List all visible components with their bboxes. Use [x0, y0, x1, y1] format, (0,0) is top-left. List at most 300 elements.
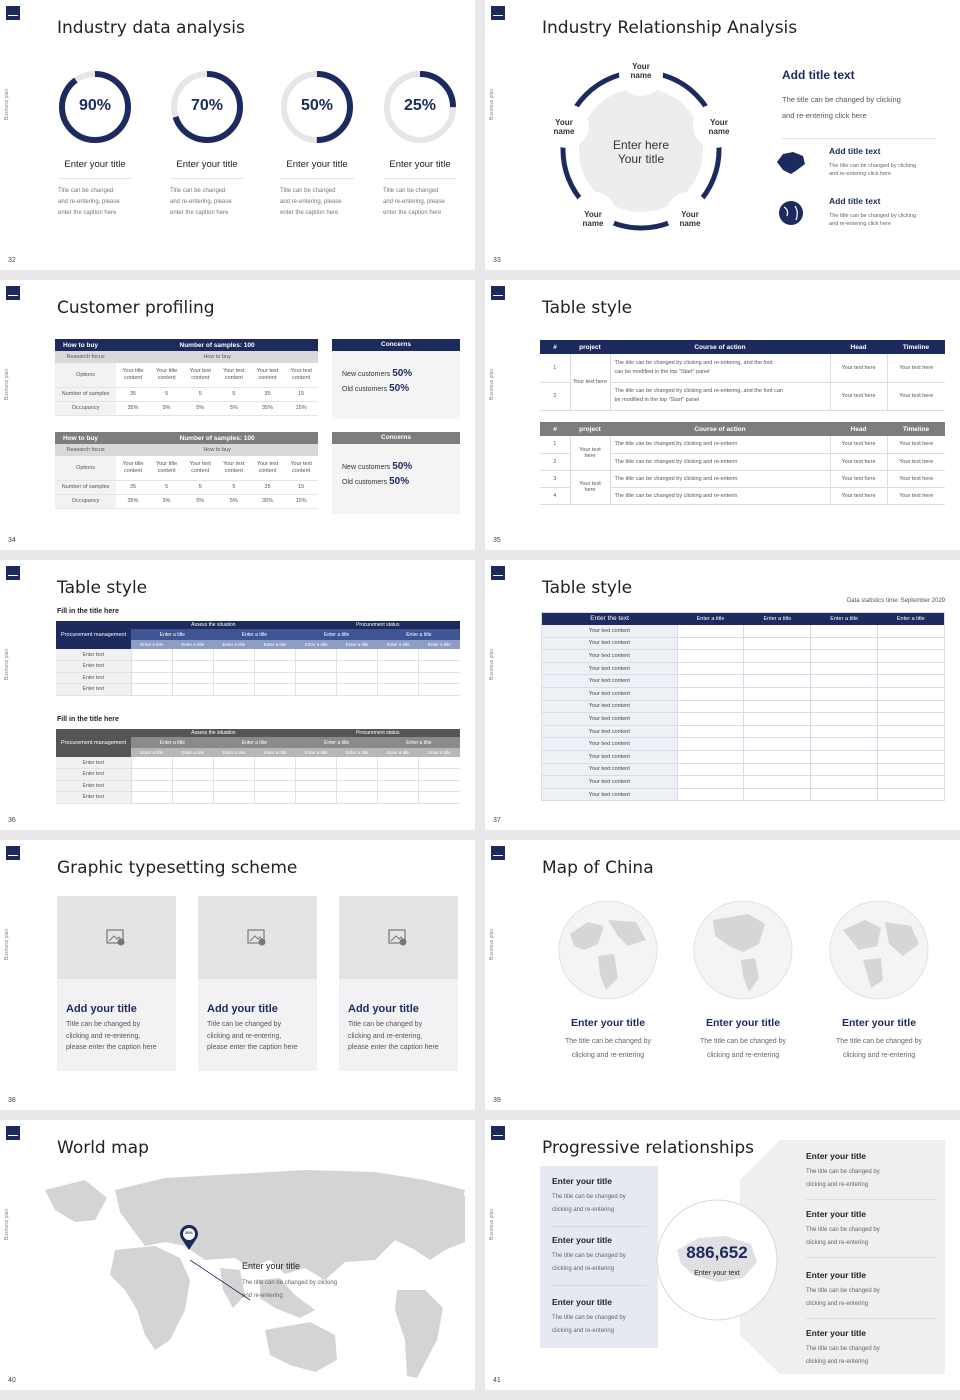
row-label: Enter text — [56, 684, 131, 696]
slide-title: Table style — [542, 298, 633, 318]
column-header: Enter a title — [345, 642, 369, 647]
table-cell: 35 — [264, 483, 271, 490]
table-cell[interactable] — [878, 675, 945, 688]
table-cell: 15% — [295, 404, 307, 411]
table-cell[interactable] — [744, 687, 811, 700]
table-cell[interactable] — [811, 687, 878, 700]
side-heading: Add title text — [782, 68, 855, 82]
table-cell[interactable] — [744, 662, 811, 675]
table-cell: 35 — [129, 483, 137, 490]
table-cell[interactable] — [172, 672, 213, 684]
concern-label: New customers — [342, 371, 391, 378]
table-cell[interactable] — [172, 661, 213, 673]
table-cell: 35% — [127, 404, 139, 411]
left-item-text: The title can be changed by — [552, 1194, 626, 1200]
concern-line — [342, 476, 409, 487]
ring-value: 50% — [300, 97, 334, 114]
column-header: Enter a title — [181, 642, 205, 647]
table-cell[interactable] — [213, 780, 254, 792]
table-row — [542, 637, 945, 650]
table-cell[interactable] — [811, 713, 878, 726]
concerns-header: Concerns — [332, 339, 460, 351]
card-caption: enter the caption here — [280, 210, 339, 216]
left-item-text: The title can be changed by — [552, 1315, 626, 1321]
slide-title: Table style — [542, 578, 633, 598]
table-cell[interactable] — [337, 757, 378, 769]
table-cell[interactable] — [419, 661, 460, 673]
divider — [782, 138, 937, 139]
page-number: 38 — [8, 1097, 16, 1104]
table-row — [542, 662, 945, 675]
card-caption: Title can be changed — [58, 188, 114, 194]
left-item-title: Enter your title — [552, 1235, 612, 1245]
header-cell: Timeline — [902, 343, 930, 351]
table-cell[interactable] — [677, 788, 744, 801]
table-cell[interactable] — [172, 757, 213, 769]
table-cell[interactable] — [878, 687, 945, 700]
card-text: Title can be changed by — [66, 1021, 141, 1028]
table-cell: 5% — [196, 497, 205, 504]
table-cell[interactable] — [744, 738, 811, 751]
table-row — [542, 713, 945, 726]
slide-36[interactable] — [0, 560, 475, 830]
side-label: Business plan — [489, 88, 495, 120]
table-cell[interactable] — [337, 792, 378, 804]
table-cell[interactable] — [213, 792, 254, 804]
table-row — [55, 456, 318, 480]
table-row — [542, 687, 945, 700]
table-cell: Your text content — [290, 367, 312, 381]
header-cell: Enter a title — [696, 615, 725, 622]
table-cell[interactable] — [131, 757, 172, 769]
cycle-center-line: Enter here — [612, 138, 670, 152]
right-item-title: Enter your title — [806, 1270, 866, 1280]
image-placeholder[interactable] — [198, 896, 317, 979]
table-cell[interactable] — [213, 757, 254, 769]
row-label: Enter text — [56, 661, 131, 673]
sub-header: Enter a title — [241, 739, 268, 746]
table-cell[interactable] — [878, 713, 945, 726]
table-cell[interactable] — [811, 738, 878, 751]
slide-41[interactable] — [485, 1120, 960, 1390]
sub-header-cell: How to buy — [203, 447, 231, 453]
item-text: and re-entering click here — [829, 221, 892, 227]
left-item-title: Enter your title — [552, 1297, 612, 1307]
cell-head: Your text here — [830, 354, 887, 382]
right-item-title: Enter your title — [806, 1209, 866, 1219]
profile-table — [55, 339, 318, 416]
header-cell: Procurement management — [56, 729, 131, 757]
procurement-table — [56, 729, 460, 804]
header-cell: How to buy — [63, 434, 99, 442]
row-label: Your text content — [542, 625, 678, 638]
image-placeholder[interactable] — [339, 896, 458, 979]
card-text: Title can be changed by — [348, 1021, 423, 1028]
table-row — [56, 757, 460, 769]
graphic-card[interactable] — [339, 896, 458, 1071]
group-header: Assess the situation — [191, 730, 236, 736]
logo-icon — [491, 1126, 505, 1140]
table-cell[interactable] — [419, 780, 460, 792]
logo-icon — [6, 6, 20, 20]
cycle-name: Your name — [630, 62, 652, 80]
table-row — [55, 387, 318, 401]
card-caption: Title can be changed — [383, 188, 439, 194]
table-cell: Your text content — [256, 367, 279, 381]
table-cell: 5 — [165, 483, 169, 490]
table-cell[interactable] — [213, 661, 254, 673]
row-label: Number of samples — [55, 480, 116, 494]
image-placeholder[interactable] — [57, 896, 176, 979]
table-cell[interactable] — [419, 672, 460, 684]
item-title: Enter your title — [570, 1017, 646, 1029]
table-caption: Fill in the title here — [57, 608, 119, 615]
table-cell[interactable] — [296, 672, 337, 684]
table-cell[interactable] — [811, 750, 878, 763]
side-label: Business plan — [489, 928, 495, 960]
table-cell[interactable] — [419, 684, 460, 696]
sub-header-row — [55, 351, 318, 363]
table-cell[interactable] — [677, 687, 744, 700]
page-number: 41 — [493, 1377, 501, 1384]
table-row — [56, 792, 460, 804]
slide-37[interactable] — [485, 560, 960, 830]
table-cell[interactable] — [254, 780, 295, 792]
slide-title: Customer profiling — [57, 298, 215, 318]
table-cell[interactable] — [172, 649, 213, 661]
globe-icon — [558, 900, 658, 1000]
table-cell[interactable] — [677, 725, 744, 738]
table-cell[interactable] — [254, 672, 295, 684]
row-label: Enter text — [56, 780, 131, 792]
table-cell[interactable] — [131, 769, 172, 781]
sub-header-cell: Research focus — [66, 447, 105, 453]
table-cell: 35% — [127, 497, 139, 504]
table-cell[interactable] — [677, 763, 744, 776]
side-label: Business plan — [4, 1208, 10, 1240]
item-text: and re-entering click here — [829, 171, 892, 177]
slide-38[interactable] — [0, 840, 475, 1110]
table-cell: 5% — [162, 497, 171, 504]
content-table — [541, 612, 945, 801]
table-cell[interactable] — [131, 661, 172, 673]
right-item-text: clicking and re-entering — [806, 1239, 869, 1246]
table-cell[interactable] — [378, 684, 419, 696]
table-cell[interactable] — [378, 780, 419, 792]
map-australia — [265, 1322, 337, 1372]
column-header: Enter a title — [304, 750, 328, 755]
table-cell[interactable] — [378, 792, 419, 804]
logo-icon — [6, 286, 20, 300]
cell-project: Your text here — [570, 470, 610, 504]
cell-number: 1 — [540, 436, 570, 453]
action-table-1 — [540, 340, 945, 411]
slide-39[interactable] — [485, 840, 960, 1110]
table-cell[interactable] — [337, 684, 378, 696]
table-cell[interactable] — [811, 725, 878, 738]
row-label: Enter text — [56, 672, 131, 684]
concern-line — [342, 383, 409, 394]
table-cell[interactable] — [296, 792, 337, 804]
divider — [806, 1257, 936, 1258]
table-cell[interactable] — [744, 776, 811, 789]
card-caption: and re-entering, please — [383, 199, 445, 205]
cycle-center-line: Your title — [617, 152, 665, 166]
table-row — [56, 780, 460, 792]
cell-head: Your text here — [830, 453, 887, 470]
graphic-card[interactable] — [198, 896, 317, 1071]
table-cell[interactable] — [213, 649, 254, 661]
globe-icon — [693, 900, 793, 1000]
map-north-america — [375, 1186, 465, 1260]
table-cell[interactable] — [172, 792, 213, 804]
table-cell: Your text content — [290, 460, 312, 474]
callout-text: and re-entering — [242, 1293, 283, 1299]
cell-action: be modified in the top "Start" panel — [614, 397, 700, 403]
table-cell[interactable] — [811, 788, 878, 801]
table-cell[interactable] — [337, 649, 378, 661]
table-cell[interactable] — [744, 725, 811, 738]
table-row — [540, 470, 945, 487]
logo-icon — [491, 846, 505, 860]
image-icon — [247, 929, 267, 946]
table-row — [542, 625, 945, 638]
table-cell[interactable] — [878, 750, 945, 763]
header-cell: Timeline — [902, 425, 930, 433]
row-label: Your text content — [542, 738, 678, 751]
table-cell[interactable] — [744, 675, 811, 688]
table-cell[interactable] — [744, 637, 811, 650]
row-label: Options — [55, 363, 116, 387]
row-label: Your text content — [542, 750, 678, 763]
table-cell[interactable] — [811, 776, 878, 789]
table-row — [55, 401, 318, 415]
map-south-america — [395, 1290, 443, 1378]
header-cell: Procurement management — [56, 621, 131, 649]
column-header: Enter a title — [222, 750, 246, 755]
table-row — [542, 750, 945, 763]
table-cell: Your title content — [122, 367, 144, 381]
table-cell[interactable] — [878, 738, 945, 751]
table-row — [540, 354, 945, 382]
table-cell[interactable] — [213, 672, 254, 684]
sub-header: Enter a title — [241, 631, 268, 638]
table-cell[interactable] — [337, 780, 378, 792]
table-cell[interactable] — [878, 788, 945, 801]
header-cell: Head — [850, 425, 867, 433]
slide-33[interactable] — [485, 0, 960, 270]
table-cell[interactable] — [254, 649, 295, 661]
table-cell[interactable] — [337, 661, 378, 673]
table-cell[interactable] — [878, 637, 945, 650]
table-cell[interactable] — [131, 780, 172, 792]
sub-header: Enter a title — [406, 631, 432, 638]
table-cell[interactable] — [378, 672, 419, 684]
concerns-header: Concerns — [332, 432, 460, 444]
table-cell[interactable] — [744, 750, 811, 763]
table-cell[interactable] — [744, 700, 811, 713]
profile-table — [55, 432, 318, 509]
slide-32[interactable] — [0, 0, 475, 270]
row-label: Options — [55, 456, 116, 480]
right-item-title: Enter your title — [806, 1328, 866, 1338]
side-label: Business plan — [4, 928, 10, 960]
table-cell[interactable] — [878, 776, 945, 789]
divider — [806, 1318, 936, 1319]
concern-value: 50% — [392, 368, 413, 379]
table-cell[interactable] — [213, 769, 254, 781]
table-cell[interactable] — [419, 769, 460, 781]
table-cell[interactable] — [419, 792, 460, 804]
card-text: clicking and re-entering, — [66, 1032, 141, 1040]
logo-icon — [491, 566, 505, 580]
header-cell: How to buy — [63, 341, 99, 349]
table-cell[interactable] — [811, 700, 878, 713]
table-cell[interactable] — [811, 675, 878, 688]
header-cell: # — [553, 343, 557, 351]
divider — [383, 178, 457, 179]
table-cell[interactable] — [254, 792, 295, 804]
table-cell[interactable] — [878, 763, 945, 776]
table-cell: 5% — [162, 404, 171, 411]
table-header-row — [540, 422, 945, 436]
table-cell[interactable] — [337, 769, 378, 781]
row-label: Enter text — [56, 769, 131, 781]
table-cell: 35% — [261, 404, 273, 411]
table-cell[interactable] — [744, 788, 811, 801]
table-cell[interactable] — [744, 713, 811, 726]
table-cell[interactable] — [296, 780, 337, 792]
table-cell[interactable] — [131, 649, 172, 661]
slide-title: Industry Relationship Analysis — [542, 18, 798, 38]
row-label: Occupancy — [55, 401, 116, 415]
table-cell[interactable] — [296, 769, 337, 781]
table-cell[interactable] — [378, 661, 419, 673]
logo-icon — [6, 846, 20, 860]
table-cell[interactable] — [131, 684, 172, 696]
page-number: 32 — [8, 257, 16, 264]
item-text: clicking and re-entering — [842, 1052, 916, 1059]
table-cell[interactable] — [378, 757, 419, 769]
table-cell[interactable] — [254, 769, 295, 781]
slide-35[interactable] — [485, 280, 960, 550]
side-label: Business plan — [4, 648, 10, 680]
table-row — [542, 763, 945, 776]
cell-head: Your text here — [830, 436, 887, 453]
table-header-row — [542, 613, 945, 625]
table-cell[interactable] — [811, 625, 878, 638]
table-cell[interactable] — [677, 675, 744, 688]
table-cell[interactable] — [744, 625, 811, 638]
sub-header: Enter a title — [159, 631, 185, 638]
logo-icon — [6, 1126, 20, 1140]
table-cell: 5 — [232, 390, 236, 397]
card-title: Enter your title — [64, 159, 126, 170]
table-cell[interactable] — [296, 661, 337, 673]
table-cell[interactable] — [419, 649, 460, 661]
table-cell[interactable] — [677, 662, 744, 675]
side-label: Business plan — [4, 368, 10, 400]
table-cell[interactable] — [677, 637, 744, 650]
logo-icon — [6, 566, 20, 580]
table-cell[interactable] — [878, 700, 945, 713]
table-cell[interactable] — [811, 763, 878, 776]
cell-timeline: Your text here — [899, 475, 934, 482]
table-cell[interactable] — [677, 738, 744, 751]
table-cell: 35 — [264, 390, 271, 397]
header-cell: Enter a title — [830, 615, 859, 622]
table-cell: Your text content — [223, 367, 245, 381]
table-cell[interactable] — [811, 650, 878, 663]
table-cell[interactable] — [172, 769, 213, 781]
table-cell[interactable] — [677, 625, 744, 638]
table-cell[interactable] — [296, 757, 337, 769]
table-cell[interactable] — [131, 792, 172, 804]
table-cell[interactable] — [172, 780, 213, 792]
right-item-text: clicking and re-entering — [806, 1181, 869, 1188]
sub-header-cell: How to buy — [203, 354, 231, 360]
table-cell[interactable] — [811, 662, 878, 675]
row-label: Your text content — [542, 675, 678, 688]
card-text: clicking and re-entering, — [348, 1032, 423, 1040]
table-cell[interactable] — [677, 650, 744, 663]
cell-project: Your text here — [570, 354, 610, 410]
table-cell[interactable] — [254, 684, 295, 696]
table-cell: 5 — [198, 390, 202, 397]
table-cell[interactable] — [677, 776, 744, 789]
table-cell[interactable] — [878, 662, 945, 675]
table-cell[interactable] — [296, 649, 337, 661]
column-header: Enter a title — [140, 642, 164, 647]
logo-icon — [491, 6, 505, 20]
row-label: Occupancy — [55, 494, 116, 508]
table-cell[interactable] — [878, 625, 945, 638]
table-cell: 15 — [298, 483, 305, 490]
side-intro: The title can be changed by clicking — [782, 95, 901, 104]
table-cell[interactable] — [131, 672, 172, 684]
table-cell[interactable] — [254, 661, 295, 673]
header-cell: Number of samples: 100 — [179, 341, 255, 349]
table-cell[interactable] — [296, 684, 337, 696]
table-cell[interactable] — [172, 684, 213, 696]
table-cell[interactable] — [213, 684, 254, 696]
table-cell[interactable] — [744, 763, 811, 776]
table-cell[interactable] — [378, 649, 419, 661]
table-cell[interactable] — [811, 637, 878, 650]
sub-header: Enter a title — [406, 739, 432, 746]
item-text: The title can be changed by clicking — [829, 163, 917, 169]
table-cell: 35% — [261, 497, 273, 504]
table-cell[interactable] — [419, 757, 460, 769]
table-cell[interactable] — [378, 769, 419, 781]
table-cell[interactable] — [677, 713, 744, 726]
slide-40[interactable] — [0, 1120, 475, 1390]
card-caption: and re-entering, please — [170, 199, 232, 205]
concern-line — [342, 461, 412, 472]
table-cell[interactable] — [878, 725, 945, 738]
slide-34[interactable] — [0, 280, 475, 550]
table-cell[interactable] — [677, 750, 744, 763]
table-cell[interactable] — [744, 650, 811, 663]
table-cell[interactable] — [337, 672, 378, 684]
table-cell[interactable] — [254, 757, 295, 769]
table-cell[interactable] — [878, 650, 945, 663]
table-cell[interactable] — [677, 700, 744, 713]
card-title: Enter your title — [389, 159, 451, 170]
row-label: Enter text — [56, 649, 131, 661]
graphic-card[interactable] — [57, 896, 176, 1071]
table-cell: 15% — [295, 497, 307, 504]
